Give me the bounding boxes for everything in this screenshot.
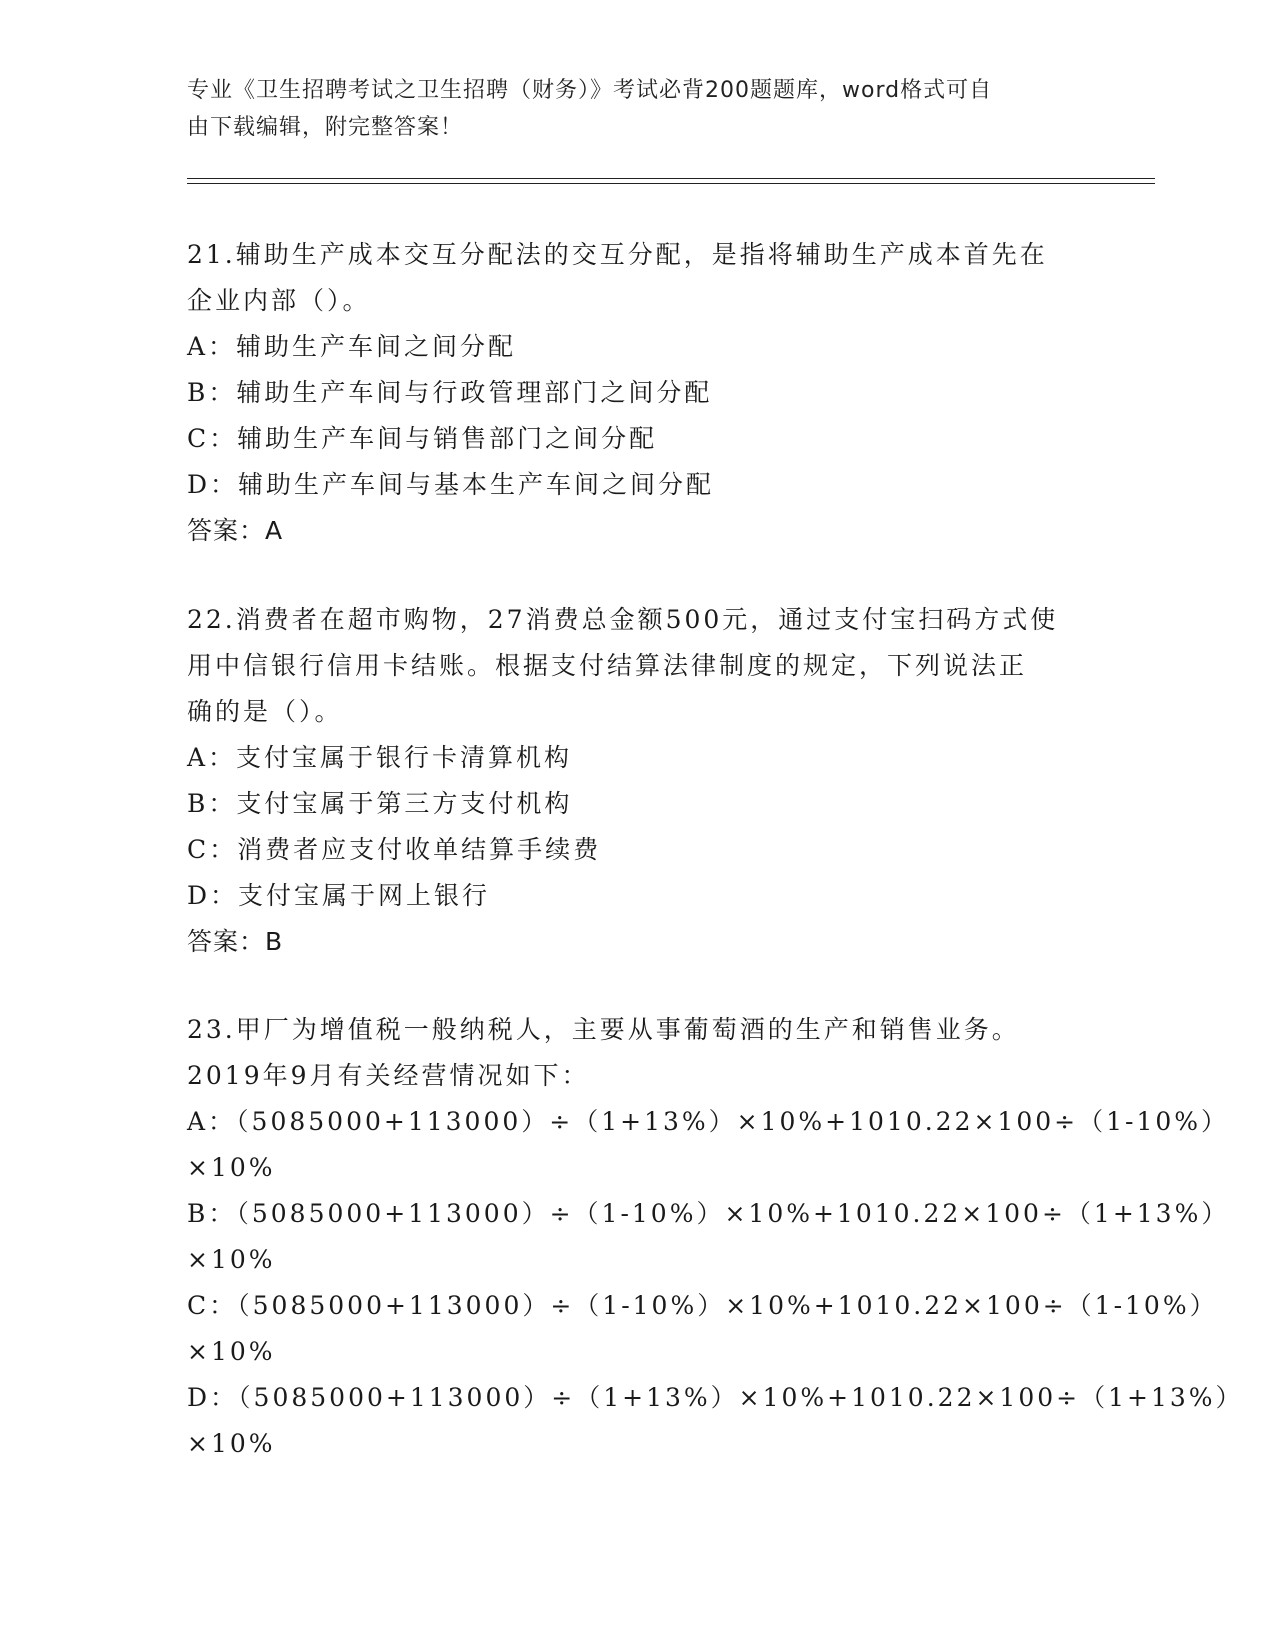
header-line: 由下载编辑，附完整答案！	[187, 115, 464, 140]
question-stem-line: 确的是（）。	[187, 697, 343, 726]
option-a: A：（5085000+113000）÷（1+13%）×10%+1010.22×100÷（1-10%）	[187, 1107, 1230, 1136]
question-22	[187, 597, 1087, 965]
option-c: C：（5085000+113000）÷（1-10%）×10%+1010.22×100÷（1-10%）	[187, 1291, 1218, 1320]
answer-label: 答案：A	[187, 516, 284, 545]
question-23	[187, 1007, 1244, 1467]
option-c: C：消费者应支付收单结算手续费	[187, 835, 602, 864]
option-a-continuation: ×10%	[187, 1153, 276, 1182]
option-d: D：（5085000+113000）÷（1+13%）×10%+1010.22×100÷（1+13%）	[187, 1383, 1244, 1412]
question-stem-line: 2019年9月有关经营情况如下：	[187, 1061, 590, 1090]
question-stem-line: 22.消费者在超市购物，27消费总金额500元，通过支付宝扫码方式使	[187, 605, 1059, 634]
option-a: A：辅助生产车间之间分配	[187, 332, 517, 361]
question-stem-line: 用中信银行信用卡结账。根据支付结算法律制度的规定，下列说法正	[187, 651, 1028, 680]
answer-label: 答案：B	[187, 927, 284, 956]
option-b: B：支付宝属于第三方支付机构	[187, 789, 573, 818]
header-divider	[187, 178, 1155, 179]
option-d: D：辅助生产车间与基本生产车间之间分配	[187, 470, 715, 499]
option-b-continuation: ×10%	[187, 1245, 276, 1274]
option-a: A：支付宝属于银行卡清算机构	[187, 743, 573, 772]
document-header	[187, 72, 1077, 146]
header-divider	[187, 183, 1155, 184]
question-stem-line: 企业内部（）。	[187, 286, 371, 315]
option-c: C：辅助生产车间与销售部门之间分配	[187, 424, 658, 453]
option-b: B：（5085000+113000）÷（1-10%）×10%+1010.22×100÷（1+13%）	[187, 1199, 1230, 1228]
option-d: D：支付宝属于网上银行	[187, 881, 491, 910]
option-c-continuation: ×10%	[187, 1337, 276, 1366]
question-stem-line: 23.甲厂为增值税一般纳税人，主要从事葡萄酒的生产和销售业务。	[187, 1015, 1020, 1044]
option-d-continuation: ×10%	[187, 1429, 276, 1458]
question-21	[187, 232, 1087, 554]
question-stem-line: 21.辅助生产成本交互分配法的交互分配，是指将辅助生产成本首先在	[187, 240, 1048, 269]
option-b: B：辅助生产车间与行政管理部门之间分配	[187, 378, 713, 407]
header-line: 专业《卫生招聘考试之卫生招聘（财务）》考试必背200题题库，word格式可自	[187, 78, 993, 103]
